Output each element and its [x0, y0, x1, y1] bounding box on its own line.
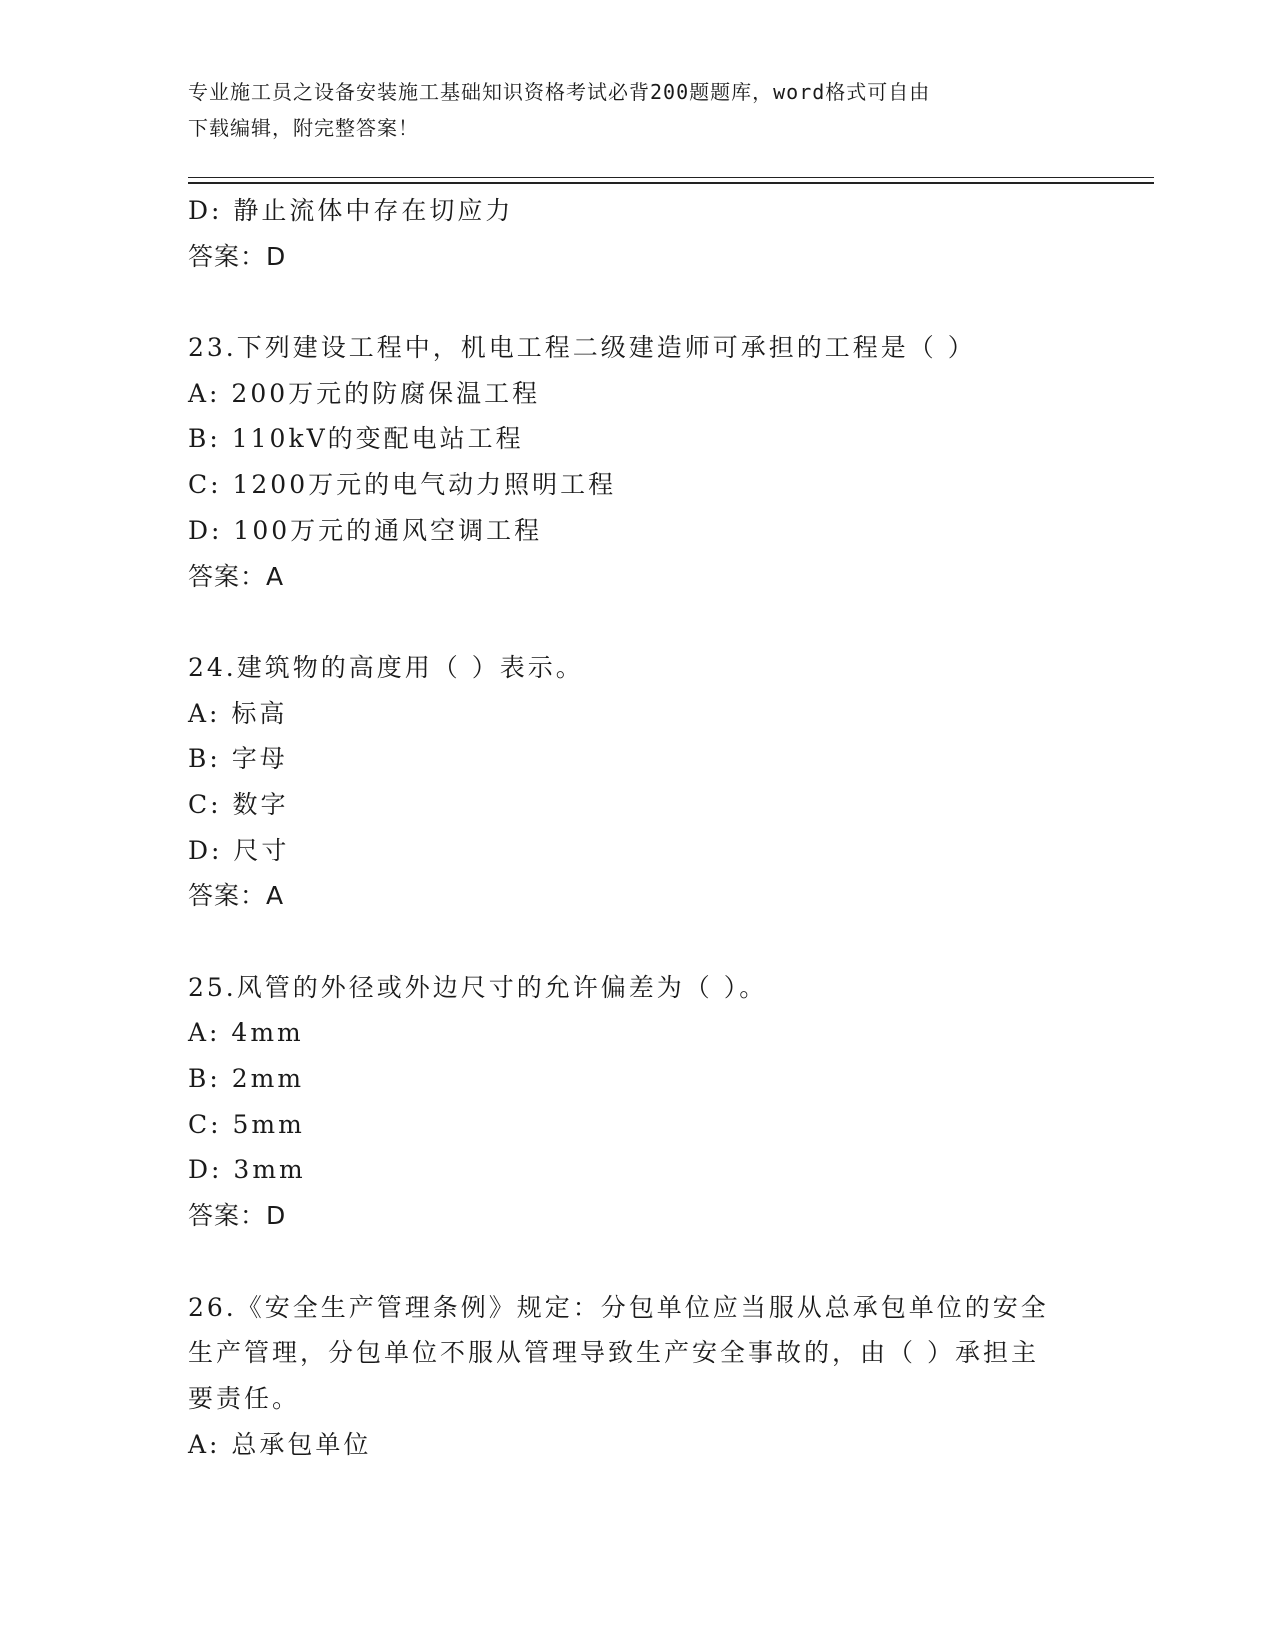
- answer-line: 答案：A: [188, 561, 285, 591]
- question-stem-line-3: 要责任。: [188, 1383, 301, 1413]
- option-d: D: 100万元的通风空调工程: [188, 515, 543, 545]
- spacer: [188, 599, 1088, 645]
- question-stem: 23.下列建设工程中，机电工程二级建造师可承担的工程是（ ）: [188, 333, 976, 363]
- question-list: [188, 188, 1088, 1467]
- question-stem-line-2: 生产管理，分包单位不服从管理导致生产安全事故的，由（ ）承担主: [188, 1338, 1039, 1368]
- spacer: [188, 279, 1088, 325]
- option-c: C: 5mm: [188, 1109, 305, 1139]
- header-title-line-2: 下载编辑，附完整答案！: [188, 116, 419, 140]
- question-stem-line-1: 26.《安全生产管理条例》规定：分包单位应当服从总承包单位的安全: [188, 1292, 1049, 1322]
- option-d: D: 3mm: [188, 1155, 306, 1185]
- option-d: D: 静止流体中存在切应力: [188, 196, 514, 225]
- option-a: A: 标高: [188, 698, 288, 728]
- option-c: C: 1200万元的电气动力照明工程: [188, 470, 617, 500]
- option-a: A: 4mm: [188, 1018, 304, 1048]
- option-b: B: 字母: [188, 744, 288, 774]
- option-d: D: 尺寸: [188, 835, 290, 865]
- answer-line: 答案：D: [188, 241, 287, 271]
- option-a: A: 总承包单位: [188, 1429, 372, 1459]
- question-stem: 24.建筑物的高度用（ ）表示。: [188, 652, 584, 682]
- option-b: B: 2mm: [188, 1064, 305, 1094]
- header-divider-thick: [188, 182, 1154, 184]
- header-title-line-1: 专业施工员之设备安装施工基础知识资格考试必背200题题库，word格式可自由: [188, 80, 931, 104]
- answer-line: 答案：A: [188, 881, 285, 911]
- option-b: B: 110kV的变配电站工程: [188, 424, 524, 454]
- option-a: A: 200万元的防腐保温工程: [188, 378, 541, 408]
- answer-line: 答案：D: [188, 1201, 287, 1231]
- question-stem: 25.风管的外径或外边尺寸的允许偏差为（ ）。: [188, 972, 768, 1002]
- option-c: C: 数字: [188, 789, 289, 819]
- document-header: [188, 74, 1068, 146]
- header-divider-thin: [188, 177, 1154, 178]
- spacer: [188, 1239, 1088, 1285]
- spacer: [188, 919, 1088, 965]
